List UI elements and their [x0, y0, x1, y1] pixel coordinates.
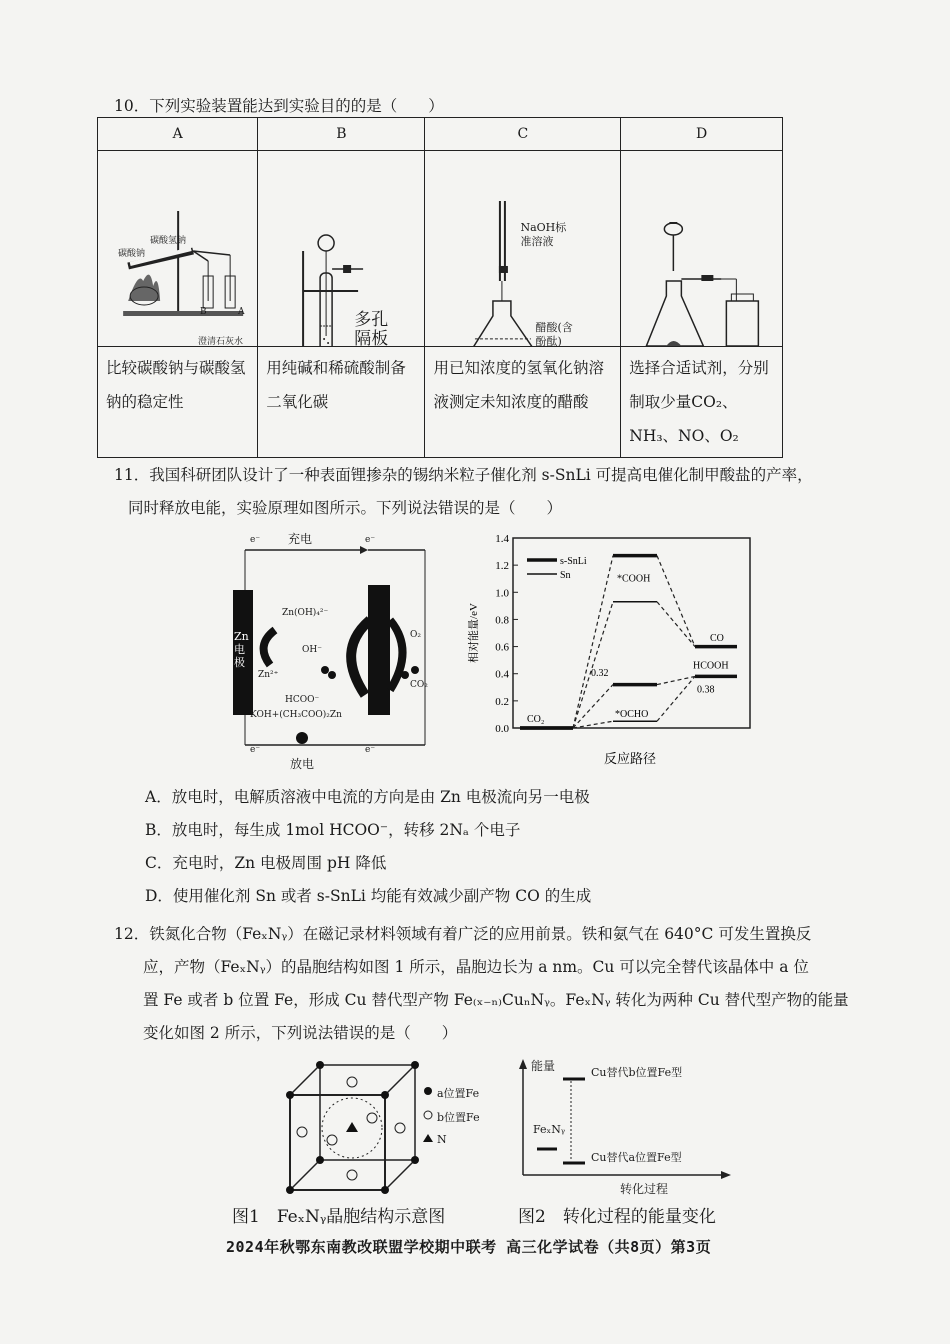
label-tube-b: B — [200, 307, 207, 317]
crystal-cell-figure — [280, 1060, 510, 1195]
y-tick-label: 1.4 — [495, 533, 509, 545]
y-tick-label: 1.2 — [495, 560, 509, 573]
legend-label-snli: s-SnLi — [560, 556, 587, 567]
label-limewater: 澄清石灰水 — [198, 337, 244, 347]
x-axis-label: 反应路径 — [603, 751, 657, 766]
battery-diagram — [220, 530, 445, 770]
label-discharge: 放电 — [290, 757, 315, 771]
label-e-bottom-right: e⁻ — [365, 745, 376, 755]
level-cu-b-label: Cu替代b位置Fe型 — [591, 1066, 683, 1079]
caption-figure1: 图1 FeₓNᵧ晶胞结构示意图 — [232, 1207, 446, 1227]
energy-level-figure — [515, 1055, 735, 1195]
series-connector — [573, 602, 613, 728]
species-label: *OCHO — [615, 709, 649, 721]
battery-drawing — [220, 530, 445, 770]
species-label: *COOH — [617, 573, 651, 585]
annotation-label: 0.38 — [697, 684, 715, 696]
apparatus-d-drawing — [621, 151, 782, 346]
apparatus-a — [98, 151, 258, 347]
label-zn2: Zn²⁺ — [258, 670, 279, 680]
species-label: CO — [710, 633, 724, 645]
label-acetic-acid: 醋酸(含酚酞) — [535, 321, 573, 348]
q12-line1: 12．铁氮化合物（FeₓNᵧ）在磁记录材料领域有着广泛的应用前景。铁和氨气在 640°C 可发生置换反 — [114, 925, 812, 943]
species-label: HCOOH — [693, 660, 729, 672]
y-tick-label: 0.2 — [495, 695, 509, 708]
series-connector — [657, 676, 695, 721]
apparatus-b — [258, 151, 425, 347]
legend-label-sn: Sn — [560, 570, 571, 581]
y-axis-label: 相对能量/eV — [468, 603, 480, 663]
label-naoh-standard: NaOH标准溶液 — [520, 221, 567, 248]
legend-b-position-fe: b位置Fe — [437, 1111, 480, 1124]
y-tick-label: 0.4 — [495, 668, 509, 681]
label-charge: 充电 — [288, 532, 313, 546]
header-b: B — [258, 118, 425, 151]
level-cu-a-label: Cu替代a位置Fe型 — [591, 1151, 682, 1164]
energy-chart-svg — [465, 528, 765, 773]
caption-figure2: 图2 转化过程的能量变化 — [518, 1207, 716, 1227]
q10-stem: 10．下列实验装置能达到实验目的的是（ ） — [114, 97, 444, 115]
label-o2: O₂ — [410, 630, 421, 640]
apparatus-c — [425, 151, 621, 347]
y-tick-label: 0.8 — [495, 614, 509, 627]
axis-energy-label: 能量 — [531, 1059, 556, 1073]
q11-option-b: B．放电时，每生成 1mol HCOO⁻，转移 2Nₐ 个电子 — [145, 821, 521, 839]
label-oh: OH⁻ — [302, 645, 322, 655]
q10-options-table — [97, 117, 783, 458]
y-tick-label: 0.0 — [495, 723, 509, 735]
label-sodium-carbonate: 碳酸钠 — [118, 249, 146, 259]
legend-n: N — [437, 1133, 447, 1146]
label-porous-plate: 多孔隔板 — [354, 310, 389, 349]
header-a: A — [98, 118, 258, 151]
desc-b: 用纯碱和稀硫酸制备二氧化碳 — [258, 347, 425, 458]
y-tick-label: 1.0 — [495, 587, 509, 600]
q12-line4: 变化如图 2 所示，下列说法错误的是（ ） — [143, 1024, 458, 1042]
label-zn-electrode: Zn电极 — [234, 630, 249, 669]
q11-option-a: A．放电时，电解质溶液中电流的方向是由 Zn 电极流向另一电极 — [145, 788, 590, 806]
page-footer: 2024年秋鄂东南教改联盟学校期中联考 高三化学试卷（共8页）第3页 — [226, 1238, 712, 1256]
series-connector — [657, 556, 695, 647]
crystal-cell-drawing — [280, 1060, 420, 1195]
q11-option-c: C．充电时，Zn 电极周围 pH 降低 — [145, 854, 387, 872]
q11-stem-line1: 11．我国科研团队设计了一种表面锂掺杂的锡纳米粒子催化剂 s-SnLi 可提高电催化制甲酸盐的产率， — [114, 466, 813, 484]
header-c: C — [425, 118, 621, 151]
desc-a: 比较碳酸钠与碳酸氢钠的稳定性 — [98, 347, 258, 458]
header-d: D — [621, 118, 783, 151]
series-connector — [573, 685, 613, 728]
q12-line3: 置 Fe 或者 b 位置 Fe，形成 Cu 替代型产物 Fe₍ₓ₋ₙ₎CuₙNᵧ。FeₓNᵧ 转化为两种 Cu 替代型产物的能量 — [143, 991, 849, 1009]
label-co2: CO₂ — [410, 680, 428, 690]
label-e-bottom-left: e⁻ — [250, 745, 261, 755]
series-connector — [573, 556, 613, 728]
level-fexny-label: FeₓNᵧ — [533, 1123, 565, 1136]
species-label: CO₂ — [527, 714, 545, 725]
axis-process-label: 转化过程 — [620, 1182, 669, 1196]
label-zn-oh4: Zn(OH)₄²⁻ — [282, 608, 329, 618]
series-connector — [657, 602, 695, 647]
label-e-top-right: e⁻ — [365, 535, 376, 545]
apparatus-b-drawing — [258, 151, 424, 346]
label-hcoo: HCOO⁻ — [285, 695, 320, 705]
q11-option-d: D．使用催化剂 Sn 或者 s-SnLi 均能有效减少副产物 CO 的生成 — [145, 887, 592, 905]
energy-chart — [465, 528, 765, 773]
q11-stem-line2: 同时释放电能，实验原理如图所示。下列说法错误的是（ ） — [128, 499, 563, 517]
desc-c: 用已知浓度的氢氧化钠溶液测定未知浓度的醋酸 — [425, 347, 621, 458]
legend-a-position-fe: a位置Fe — [437, 1087, 480, 1100]
desc-d: 选择合适试剂，分别制取少量CO₂、NH₃、NO、O₂ — [621, 347, 783, 458]
label-sodium-bicarbonate: 碳酸氢钠 — [150, 236, 187, 246]
annotation-label: 0.32 — [591, 667, 609, 679]
y-tick-label: 0.6 — [495, 641, 509, 654]
label-e-top-left: e⁻ — [250, 535, 261, 545]
crystal-legend-markers — [422, 1085, 434, 1145]
label-tube-a: A — [238, 307, 245, 317]
label-electrolyte: KOH+(CH₃COO)₂Zn — [250, 710, 342, 720]
apparatus-d — [621, 151, 783, 347]
q12-line2: 应，产物（FeₓNᵧ）的晶胞结构如图 1 所示，晶胞边长为 a nm。Cu 可以完全替代该晶体中 a 位 — [143, 958, 809, 976]
